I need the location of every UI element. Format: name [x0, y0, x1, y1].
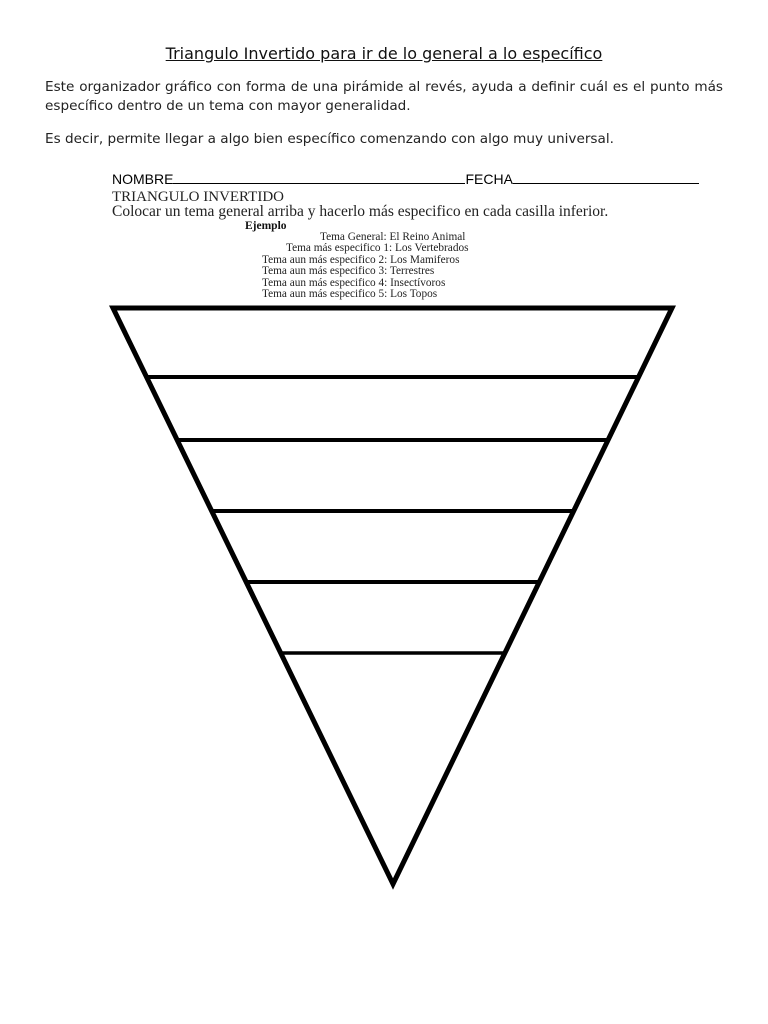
example-line-1: Tema más especifico 1: Los Vertebrados [286, 242, 469, 255]
example-line-general: Tema General: El Reino Animal [320, 231, 466, 243]
example-line-2: Tema aun más especifico 2: Los Mamiferos [262, 253, 460, 266]
example-line-3: Tema aun más especifico 3: Terrestres [262, 265, 435, 278]
example-line-5: Tema aun más especifico 5: Los Topos [262, 288, 438, 301]
name-label: NOMBRE [112, 171, 174, 187]
example-heading: Ejemplo [245, 220, 287, 232]
example-line-4: Tema aun más especifico 4: Insectívoros [262, 276, 446, 289]
triangle-outline [113, 308, 672, 884]
intro-paragraph-2: Es decir, permite llegar a algo bien específico comenzando con algo muy universal. [45, 131, 614, 147]
date-label: FECHA [465, 171, 513, 187]
worksheet-instruction: Colocar un tema general arriba y hacerlo más especifico en cada casilla inferior. [112, 203, 609, 220]
worksheet-title: TRIANGULO INVERTIDO [112, 189, 284, 205]
intro-paragraph-1: Este organizador gráfico con forma de una pirámide al revés, ayuda a definir cuál es el punto más específico dentro de un tema con mayor generalidad. [45, 79, 723, 114]
page-title: Triangulo Invertido para ir de lo general a lo específico [165, 44, 603, 63]
